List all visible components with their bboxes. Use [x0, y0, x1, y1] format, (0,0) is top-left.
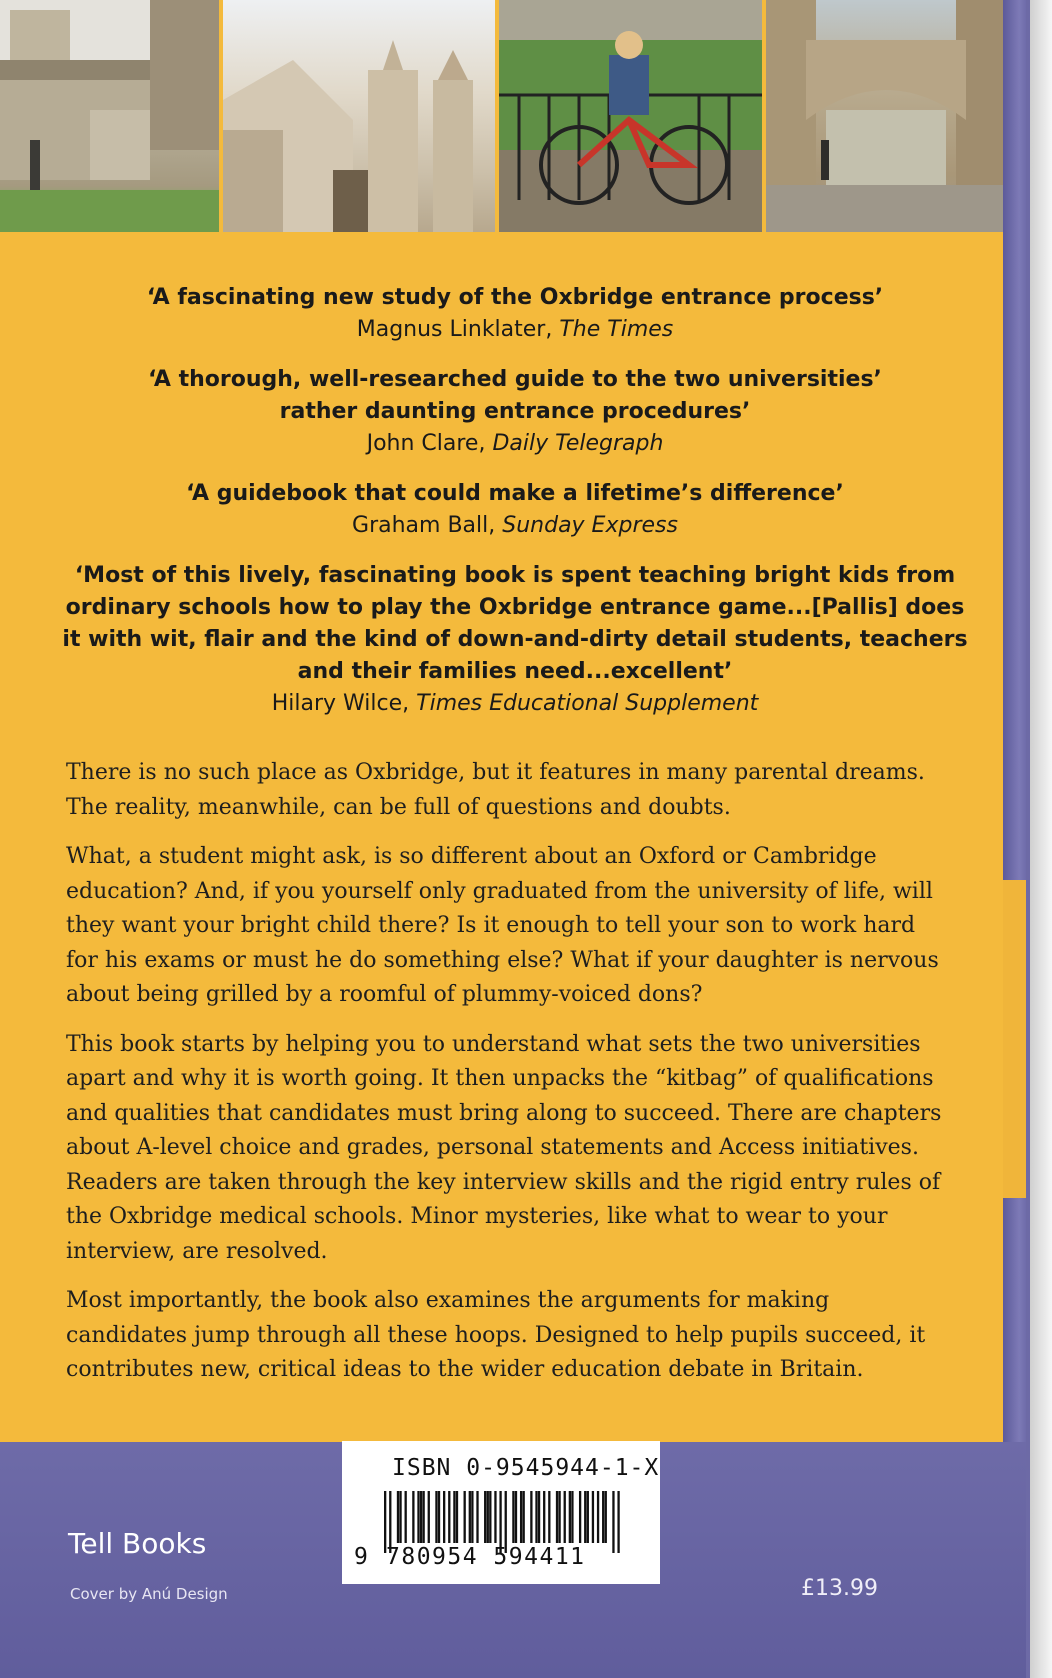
quote-author: Hilary Wilce,	[271, 691, 410, 716]
quote-source	[40, 510, 990, 542]
description-paragraph: This book starts by helping you to understand what sets the two universities apart and why it is worth going. It then unpacks the “kitbag” of qualifications and qualities that candidates must bring along to succeed. There are chapters about A-level choice and grades, personal statements and Access initiatives. Readers are taken through the key interview skills and the rigid entry rules of the Oxbridge medical schools. Minor mysteries, like what to wear to your interview, are resolved.	[66, 1031, 942, 1264]
photo-chapel-spires	[223, 0, 495, 232]
quote-text: ‘A thorough, well-researched guide to the two universities’ rather daunting entrance procedures’	[148, 367, 882, 424]
quote-publication: Sunday Express	[502, 513, 678, 538]
photo-bridge-of-sighs	[766, 0, 1003, 232]
quote-text: ‘A fascinating new study of the Oxbridge entrance process’	[146, 285, 884, 310]
publisher-name: Tell Books	[68, 1527, 207, 1560]
review-quote	[40, 282, 990, 346]
quote-source	[60, 688, 970, 720]
description-paragraph: Most importantly, the book also examines the arguments for making candidates jump through all these hoops. Designed to help pupils succeed, it contributes new, critical ideas to the wider education debate in Britain.	[66, 1288, 926, 1382]
description-paragraph: There is no such place as Oxbridge, but it features in many parental dreams. The reality, meanwhile, can be full of questions and doubts.	[66, 760, 925, 820]
description-paragraph: What, a student might ask, is so different about an Oxford or Cambridge education? And, if you yourself only graduated from the university of life, will they want your bright child there? Is it enough to tell your son to work hard for his exams or must he do something else? What if your daughter is nervous about being grilled by a roomful of plummy-voiced dons?	[66, 844, 939, 1007]
barcode-digits: 780954 594411	[386, 1544, 586, 1570]
photo-strip	[0, 0, 1003, 232]
quote-text: ‘Most of this lively, fascinating book is spent teaching bright kids from ordinary schools how to play the Oxbridge entrance game...[Pallis] does it with wit, flair and the kind of down-and-dirty detail students, teachers and their families need...excellent’	[62, 563, 968, 684]
quote-author: Magnus Linklater,	[356, 317, 553, 342]
quote-publication: Daily Telegraph	[492, 431, 664, 456]
quote-text: ‘A guidebook that could make a lifetime’s difference’	[186, 481, 844, 506]
barcode-panel	[342, 1441, 660, 1584]
barcode-first-digit: 9	[354, 1544, 368, 1570]
quote-source	[40, 314, 990, 346]
quote-source	[120, 428, 910, 460]
review-quotes	[40, 282, 990, 738]
quote-publication: The Times	[559, 317, 674, 342]
quote-author: Graham Ball,	[352, 513, 496, 538]
isbn-label: ISBN 0-9545944-1-X	[392, 1455, 660, 1481]
quote-publication: Times Educational Supplement	[416, 691, 759, 716]
review-quote	[40, 560, 990, 720]
review-quote	[40, 478, 990, 542]
page-background-edge	[1030, 0, 1052, 1678]
review-quote	[40, 364, 990, 460]
price-label: £13.99	[801, 1576, 878, 1601]
cover-credit: Cover by Anú Design	[70, 1585, 228, 1603]
photo-cyclist	[499, 0, 762, 232]
book-description	[66, 756, 946, 1403]
photo-college-courtyard	[0, 0, 219, 232]
quote-author: John Clare,	[366, 431, 486, 456]
